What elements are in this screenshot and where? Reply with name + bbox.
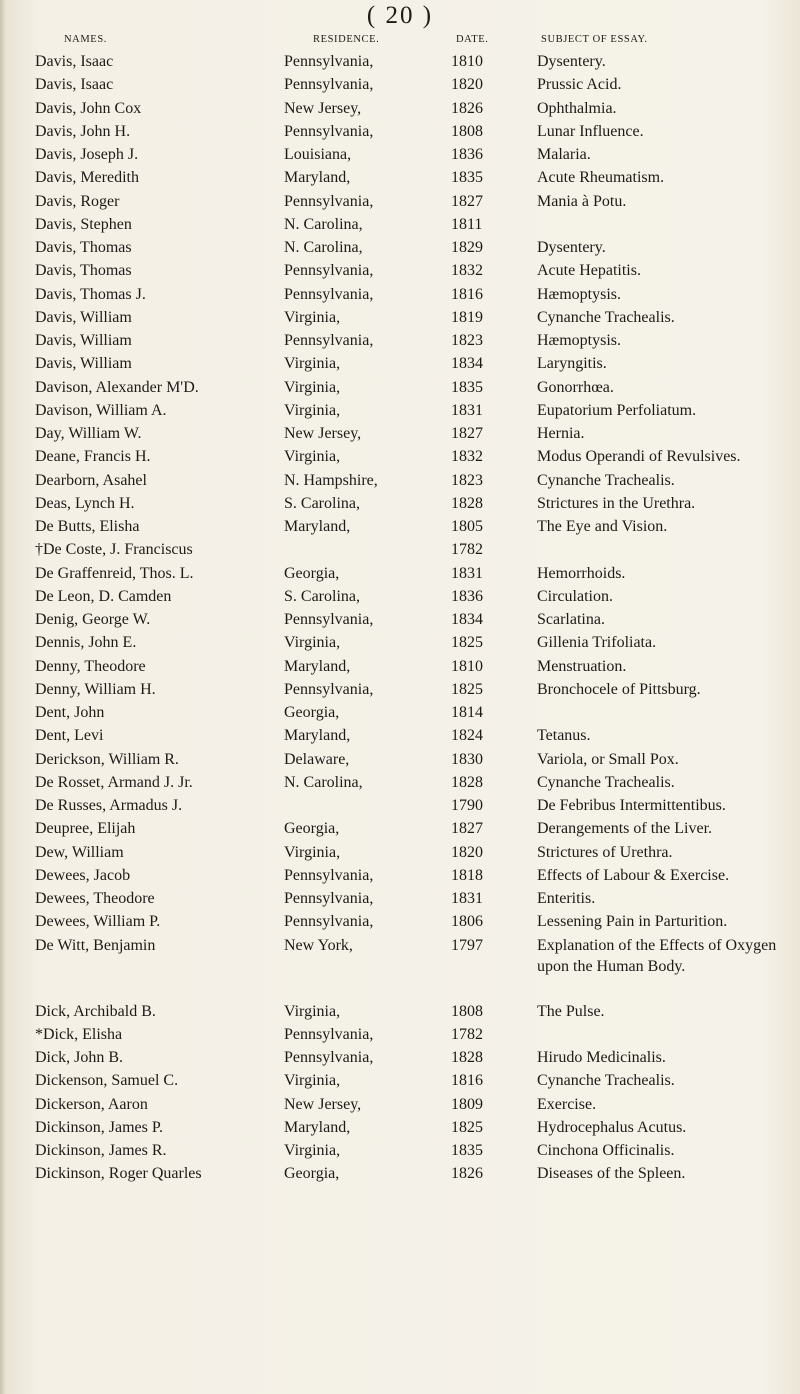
name-cell: Dennis, John E. — [35, 634, 137, 652]
name-cell: De Leon, D. Camden — [35, 587, 172, 605]
subject-cell: Modus Operandi of Revulsives. — [537, 448, 741, 466]
residence-cell: Pennsylvania, — [284, 1049, 374, 1066]
table-row — [0, 771, 800, 794]
name-cell: Denig, George W. — [35, 611, 151, 628]
name-cell: Dewees, Jacob — [35, 866, 131, 884]
table-row — [0, 631, 800, 654]
name-cell: Dickenson, Samuel C. — [35, 1072, 179, 1090]
header-subject: SUBJECT OF ESSAY. — [541, 34, 648, 45]
name-cell: Dent, John — [35, 704, 105, 721]
table-row — [0, 329, 800, 352]
table-row — [0, 1069, 800, 1092]
subject-cell: Dysentery. — [537, 239, 606, 256]
date-cell: 1825 — [451, 680, 483, 698]
date-cell: 1828 — [451, 773, 483, 791]
subject-cell: Cynanche Trachealis. — [537, 471, 675, 489]
date-cell: 1805 — [451, 518, 483, 535]
subject-cell: Lessening Pain in Parturition. — [537, 913, 728, 931]
name-cell: Dent, Levi — [35, 727, 104, 745]
residence-cell: Maryland, — [284, 518, 351, 535]
subject-cell: De Febribus Intermittentibus. — [537, 797, 726, 814]
header-names: NAMES. — [64, 34, 107, 45]
table-row — [0, 236, 800, 259]
residence-cell: Georgia, — [284, 564, 340, 582]
subject-cell: Strictures of Urethra. — [537, 843, 673, 861]
subject-cell: The Pulse. — [537, 1002, 605, 1020]
subject-cell: Cynanche Trachealis. — [537, 1072, 675, 1090]
date-cell: 1835 — [451, 1142, 483, 1159]
name-cell: Dickinson, James P. — [35, 1118, 163, 1136]
residence-cell: Georgia, — [284, 1165, 340, 1183]
table-row — [0, 515, 800, 538]
header-residence: RESIDENCE. — [313, 34, 380, 45]
date-cell: 1835 — [451, 378, 483, 396]
name-cell: Dickinson, James R. — [35, 1142, 167, 1159]
subject-cell: Eupatorium Perfoliatum. — [537, 401, 697, 419]
subject-cell: Prussic Acid. — [537, 76, 622, 94]
date-cell: 1823 — [451, 471, 483, 489]
name-cell: Davis, William — [35, 355, 132, 373]
table-row — [0, 817, 800, 840]
name-cell: Dick, Archibald B. — [35, 1002, 156, 1020]
date-cell: 1782 — [451, 1025, 483, 1043]
subject-cell: The Eye and Vision. — [537, 518, 668, 535]
subject-cell: Acute Hepatitis. — [537, 262, 641, 280]
table-row — [0, 1093, 800, 1116]
date-cell: 1832 — [451, 262, 483, 280]
residence-cell: Pennsylvania, — [284, 76, 374, 94]
name-cell: Davis, Thomas J. — [35, 285, 146, 303]
date-cell: 1829 — [451, 239, 483, 256]
date-cell: 1820 — [451, 843, 483, 861]
residence-cell: Pennsylvania, — [284, 192, 374, 210]
residence-cell: Pennsylvania, — [284, 913, 374, 931]
subject-cell: Mania à Potu. — [537, 192, 627, 210]
residence-cell: Virginia, — [284, 378, 341, 396]
name-cell: †De Coste, J. Franciscus — [35, 541, 193, 559]
residence-cell: New York, — [284, 936, 353, 954]
name-cell: Davis, Thomas — [35, 239, 132, 256]
residence-cell: N. Hampshire, — [284, 471, 378, 489]
table-row — [0, 120, 800, 143]
subject-cell: Hernia. — [537, 425, 585, 442]
residence-cell: New Jersey, — [284, 1095, 362, 1113]
table-row — [0, 399, 800, 422]
subject-cell: Hirudo Medicinalis. — [537, 1049, 666, 1066]
table-row — [0, 538, 800, 561]
residence-cell: New Jersey, — [284, 99, 362, 117]
table-row — [0, 562, 800, 585]
table-row — [0, 678, 800, 701]
table-row — [0, 306, 800, 329]
name-cell: Derickson, William R. — [35, 750, 179, 768]
residence-cell: Virginia, — [284, 355, 341, 373]
residence-cell: S. Carolina, — [284, 587, 360, 605]
table-row — [0, 701, 800, 724]
name-cell: Davis, Joseph J. — [35, 146, 139, 163]
subject-cell: Menstruation. — [537, 657, 627, 675]
subject-cell: Lunar Influence. — [537, 122, 644, 140]
table-row — [0, 887, 800, 910]
residence-cell: Maryland, — [284, 657, 351, 675]
date-cell: 1828 — [451, 1049, 483, 1066]
table-row — [0, 166, 800, 189]
table-row — [0, 50, 800, 73]
subject-cell: Cinchona Officinalis. — [537, 1142, 675, 1159]
date-cell: 1831 — [451, 564, 483, 582]
name-cell: Denny, William H. — [35, 680, 156, 698]
date-cell: 1826 — [451, 1165, 483, 1183]
subject-cell: Malaria. — [537, 146, 591, 163]
subject-cell: Enteritis. — [537, 890, 596, 907]
date-cell: 1810 — [451, 53, 483, 70]
residence-cell: N. Carolina, — [284, 239, 363, 256]
date-cell: 1825 — [451, 1118, 483, 1136]
table-row — [0, 259, 800, 282]
residence-cell: Georgia, — [284, 820, 340, 838]
subject-cell: Bronchocele of Pittsburg. — [537, 680, 701, 698]
name-cell: Davison, William A. — [35, 401, 167, 419]
residence-cell: Maryland, — [284, 1118, 351, 1136]
residence-cell: Pennsylvania, — [284, 53, 374, 70]
table-row — [0, 1046, 800, 1069]
residence-cell: Virginia, — [284, 401, 341, 419]
date-cell: 1808 — [451, 122, 483, 140]
column-headers — [0, 34, 800, 50]
table-row — [0, 1162, 800, 1185]
date-cell: 1797 — [451, 936, 483, 954]
residence-cell: Virginia, — [284, 1072, 341, 1090]
date-cell: 1824 — [451, 727, 483, 745]
table-row — [0, 492, 800, 515]
table-row — [0, 910, 800, 933]
residence-cell: Pennsylvania, — [284, 332, 374, 349]
residence-cell: Pennsylvania, — [284, 866, 374, 884]
residence-cell: Virginia, — [284, 308, 341, 326]
subject-cell: Dysentery. — [537, 53, 606, 70]
residence-cell: Virginia, — [284, 634, 341, 652]
date-cell: 1825 — [451, 634, 483, 652]
subject-cell: Strictures in the Urethra. — [537, 494, 696, 512]
table-row — [0, 934, 800, 1000]
date-cell: 1809 — [451, 1095, 483, 1113]
residence-cell: Pennsylvania, — [284, 680, 374, 698]
name-cell: De Witt, Benjamin — [35, 936, 156, 954]
residence-cell: Maryland, — [284, 169, 351, 187]
date-cell: 1828 — [451, 494, 483, 512]
date-cell: 1782 — [451, 541, 483, 559]
date-cell: 1835 — [451, 169, 483, 187]
name-cell: Davis, Meredith — [35, 169, 139, 187]
date-cell: 1831 — [451, 890, 483, 907]
name-cell: Davis, John H. — [35, 122, 131, 140]
subject-cell: Hydrocephalus Acutus. — [537, 1118, 687, 1136]
name-cell: Davis, Thomas — [35, 262, 132, 280]
table-row — [0, 1023, 800, 1046]
graduates-table — [0, 50, 800, 1186]
table-row — [0, 97, 800, 120]
date-cell: 1818 — [451, 866, 483, 884]
date-cell: 1832 — [451, 448, 483, 466]
table-row — [0, 748, 800, 771]
subject-cell: Variola, or Small Pox. — [537, 750, 679, 768]
table-row — [0, 841, 800, 864]
subject-cell: Effects of Labour & Exercise. — [537, 866, 730, 884]
table-row — [0, 376, 800, 399]
date-cell: 1806 — [451, 913, 483, 931]
date-cell: 1831 — [451, 401, 483, 419]
table-row — [0, 143, 800, 166]
table-row — [0, 724, 800, 747]
table-row — [0, 352, 800, 375]
name-cell: Denny, Theodore — [35, 657, 146, 675]
residence-cell: Pennsylvania, — [284, 1025, 374, 1043]
subject-cell: Hæmoptysis. — [537, 332, 622, 349]
date-cell: 1814 — [451, 704, 483, 721]
date-cell: 1834 — [451, 611, 483, 628]
residence-cell: Virginia, — [284, 1002, 341, 1020]
page-number: ( 20 ) — [366, 2, 434, 29]
subject-cell: Gillenia Trifoliata. — [537, 634, 657, 652]
date-cell: 1830 — [451, 750, 483, 768]
table-row — [0, 190, 800, 213]
table-row — [0, 608, 800, 631]
table-row — [0, 422, 800, 445]
subject-cell: Exercise. — [537, 1095, 597, 1113]
name-cell: Deas, Lynch H. — [35, 494, 135, 512]
subject-cell: Cynanche Trachealis. — [537, 773, 675, 791]
name-cell: De Butts, Elisha — [35, 518, 140, 535]
name-cell: Deane, Francis H. — [35, 448, 151, 466]
residence-cell: Virginia, — [284, 1142, 341, 1159]
date-cell: 1808 — [451, 1002, 483, 1020]
name-cell: Davis, William — [35, 332, 132, 349]
subject-cell: Hemorrhoids. — [537, 564, 626, 582]
date-cell: 1826 — [451, 99, 483, 117]
name-cell: Day, William W. — [35, 425, 142, 442]
residence-cell: Pennsylvania, — [284, 890, 374, 907]
name-cell: Davis, John Cox — [35, 99, 142, 117]
residence-cell: New Jersey, — [284, 425, 362, 442]
name-cell: Davis, Roger — [35, 192, 120, 210]
subject-cell: Hæmoptysis. — [537, 285, 622, 303]
residence-cell: Pennsylvania, — [284, 611, 374, 628]
date-cell: 1816 — [451, 285, 483, 303]
name-cell: Deupree, Elijah — [35, 820, 136, 838]
date-cell: 1827 — [451, 425, 483, 442]
header-date: DATE. — [456, 34, 489, 45]
subject-cell: Scarlatina. — [537, 611, 605, 628]
residence-cell: N. Carolina, — [284, 773, 363, 791]
name-cell: Dew, William — [35, 843, 124, 861]
date-cell: 1823 — [451, 332, 483, 349]
subject-cell: Acute Rheumatism. — [537, 169, 665, 187]
residence-cell: Pennsylvania, — [284, 262, 374, 280]
residence-cell: Delaware, — [284, 750, 350, 768]
table-row — [0, 794, 800, 817]
name-cell: Dewees, Theodore — [35, 890, 155, 907]
subject-cell: Diseases of the Spleen. — [537, 1165, 686, 1183]
subject-cell: Cynanche Trachealis. — [537, 308, 675, 326]
date-cell: 1836 — [451, 587, 483, 605]
name-cell: Davis, William — [35, 308, 132, 326]
residence-cell: Louisiana, — [284, 146, 352, 163]
subject-cell: Circulation. — [537, 587, 613, 605]
residence-cell: S. Carolina, — [284, 494, 360, 512]
date-cell: 1811 — [451, 215, 483, 233]
residence-cell: Virginia, — [284, 843, 341, 861]
table-row — [0, 73, 800, 96]
date-cell: 1827 — [451, 820, 483, 838]
subject-cell: Gonorrhœa. — [537, 378, 614, 396]
name-cell: Davis, Stephen — [35, 215, 132, 233]
name-cell: Dickerson, Aaron — [35, 1095, 148, 1113]
subject-cell: Laryngitis. — [537, 355, 607, 373]
name-cell: De Rosset, Armand J. Jr. — [35, 773, 193, 791]
table-row — [0, 1000, 800, 1023]
name-cell: Dearborn, Asahel — [35, 471, 147, 489]
table-row — [0, 445, 800, 468]
table-row — [0, 655, 800, 678]
table-row — [0, 1116, 800, 1139]
date-cell: 1820 — [451, 76, 483, 94]
residence-cell: Virginia, — [284, 448, 341, 466]
date-cell: 1819 — [451, 308, 483, 326]
date-cell: 1834 — [451, 355, 483, 373]
name-cell: Davis, Isaac — [35, 53, 114, 70]
table-row — [0, 864, 800, 887]
subject-cell: Tetanus. — [537, 727, 591, 745]
name-cell: Dickinson, Roger Quarles — [35, 1165, 202, 1183]
name-cell: *Dick, Elisha — [35, 1025, 123, 1043]
residence-cell: Pennsylvania, — [284, 122, 374, 140]
residence-cell: Maryland, — [284, 727, 351, 745]
name-cell: Davis, Isaac — [35, 76, 114, 94]
subject-cell: Ophthalmia. — [537, 99, 617, 117]
name-cell: Dick, John B. — [35, 1049, 123, 1066]
name-cell: De Graffenreid, Thos. L. — [35, 564, 194, 582]
subject-cell: Derangements of the Liver. — [537, 820, 713, 838]
date-cell: 1836 — [451, 146, 483, 163]
table-row — [0, 469, 800, 492]
date-cell: 1827 — [451, 192, 483, 210]
residence-cell: Georgia, — [284, 704, 340, 721]
table-row — [0, 213, 800, 236]
date-cell: 1810 — [451, 657, 483, 675]
name-cell: Davison, Alexander M'D. — [35, 378, 199, 396]
name-cell: Dewees, William P. — [35, 913, 161, 931]
date-cell: 1816 — [451, 1072, 483, 1090]
residence-cell: Pennsylvania, — [284, 285, 374, 303]
residence-cell: N. Carolina, — [284, 215, 363, 233]
table-row — [0, 283, 800, 306]
subject-cell: Explanation of the Effects of Oxygen upon the Human Body. — [537, 936, 777, 975]
name-cell: De Russes, Armadus J. — [35, 797, 183, 814]
table-row — [0, 585, 800, 608]
date-cell: 1790 — [451, 797, 483, 814]
table-row — [0, 1139, 800, 1162]
